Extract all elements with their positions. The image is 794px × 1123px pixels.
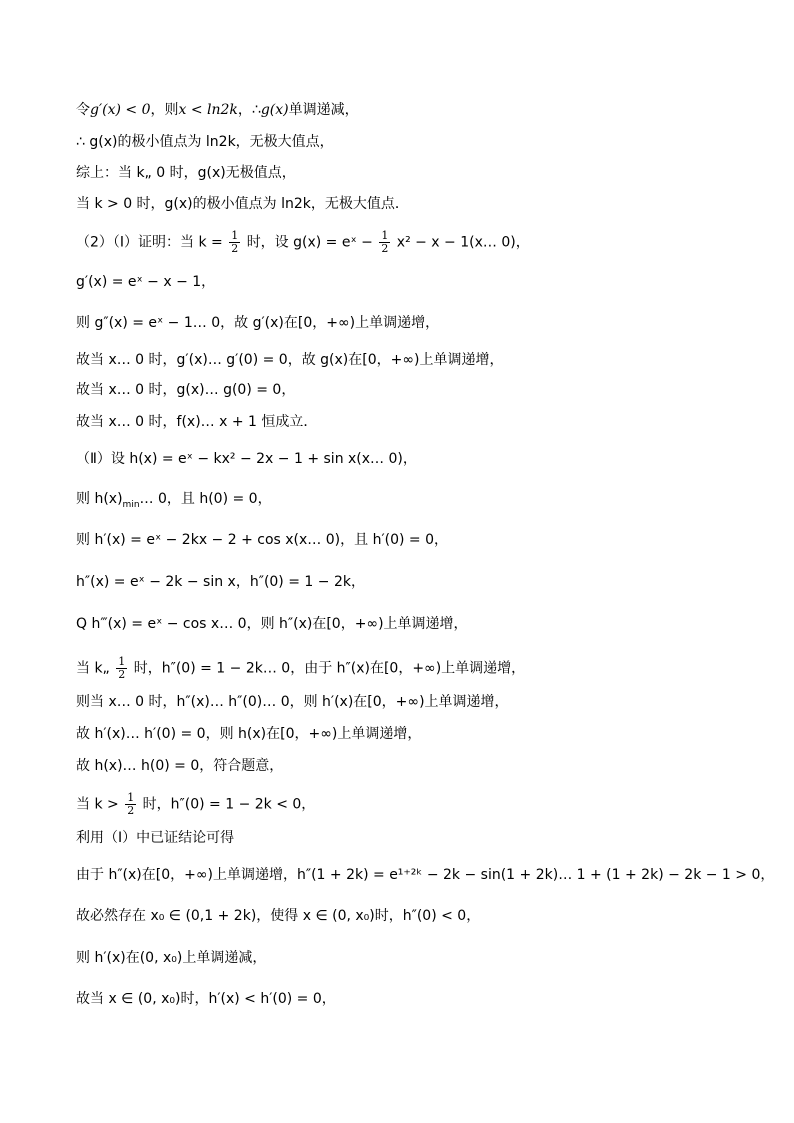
text-line-1: 令g′(x) < 0，则x < ln2k，∴g(x)单调递减， — [76, 102, 359, 118]
text-line-22: 由于 h″(x)在[0，+∞)上单调递增，h″(1 + 2k) = e¹⁺²ᵏ − 2k − sin(1 + 2k)… 1 + (1 + 2k) − 2k − 1 > 0， — [76, 867, 775, 883]
text-line-9: 故当 x… 0 时，g(x)… g(0) = 0， — [76, 382, 296, 398]
text-line-18: 故 h′(x)… h′(0) = 0，则 h(x)在[0，+∞)上单调递增， — [76, 726, 422, 742]
text-line-21: 利用（Ⅰ）中已证结论可得 — [76, 830, 235, 846]
text-line-23: 故必然存在 x₀ ∈ (0,1 + 2k)，使得 x ∈ (0, x₀)时，h″(0) < 0， — [76, 908, 481, 924]
text-line-11: （Ⅱ）设 h(x) = eˣ − kx² − 2x − 1 + sin x(x… 0)， — [76, 451, 417, 467]
text-line-8: 故当 x… 0 时，g′(x)… g′(0) = 0，故 g(x)在[0，+∞)上单调递增， — [76, 352, 504, 368]
fraction: $\frac{1}{2}$ — [231, 229, 239, 255]
text-line-19: 故 h(x)… h(0) = 0，符合题意， — [76, 758, 284, 774]
text-line-7: 则 g″(x) = eˣ − 1… 0，故 g′(x)在[0，+∞)上单调递增， — [76, 315, 440, 331]
text-line-25: 故当 x ∈ (0, x₀)时，h′(x) < h′(0) = 0， — [76, 991, 336, 1007]
text-line-2: ∴ g(x)的极小值点为 ln2k，无极大值点， — [76, 134, 334, 150]
text-line-16: 当 k„ $\frac{1}{2}$ 时，h″(0) = 1 − 2k… 0，由于 h″(x)在[0，+∞)上单调递增， — [76, 655, 526, 681]
text-line-13: 则 h′(x) = eˣ − 2kx − 2 + cos x(x… 0)，且 h′(0) = 0， — [76, 532, 448, 548]
text-line-15: Q h‴(x) = eˣ − cos x… 0，则 h″(x)在[0，+∞)上单调递增， — [76, 616, 468, 632]
text-line-12: 则 $h(x)_{min}\dots$ 0，且 h(0) = 0， — [76, 491, 272, 510]
fraction: $\frac{1}{2}$ — [381, 229, 389, 255]
text-line-5: （2）（Ⅰ）证明：当 k = $\frac{1}{2}$ 时，设 g(x) = eˣ − $\frac{1}{2}$ x² − x − 1(x… 0)， — [76, 229, 530, 255]
text-line-24: 则 h′(x)在(0, x₀)上单调递减， — [76, 950, 267, 966]
fraction: $\frac{1}{2}$ — [118, 655, 126, 681]
text-line-20: 当 k > $\frac{1}{2}$ 时，h″(0) = 1 − 2k < 0， — [76, 791, 316, 817]
text-line-14: h″(x) = eˣ − 2k − sin x，h″(0) = 1 − 2k， — [76, 574, 365, 590]
text-line-17: 则当 x… 0 时，h″(x)… h″(0)… 0，则 h′(x)在[0，+∞)上单调递增， — [76, 694, 509, 710]
text-line-4: 当 k > 0 时，g(x)的极小值点为 ln2k，无极大值点． — [76, 196, 409, 212]
fraction: $\frac{1}{2}$ — [127, 791, 135, 817]
text-line-6: g′(x) = eˣ − x − 1， — [76, 274, 216, 290]
text-line-10: 故当 x… 0 时，f(x)… x + 1 恒成立． — [76, 414, 318, 430]
text-line-3: 综上：当 k„ 0 时，g(x)无极值点， — [76, 165, 296, 181]
